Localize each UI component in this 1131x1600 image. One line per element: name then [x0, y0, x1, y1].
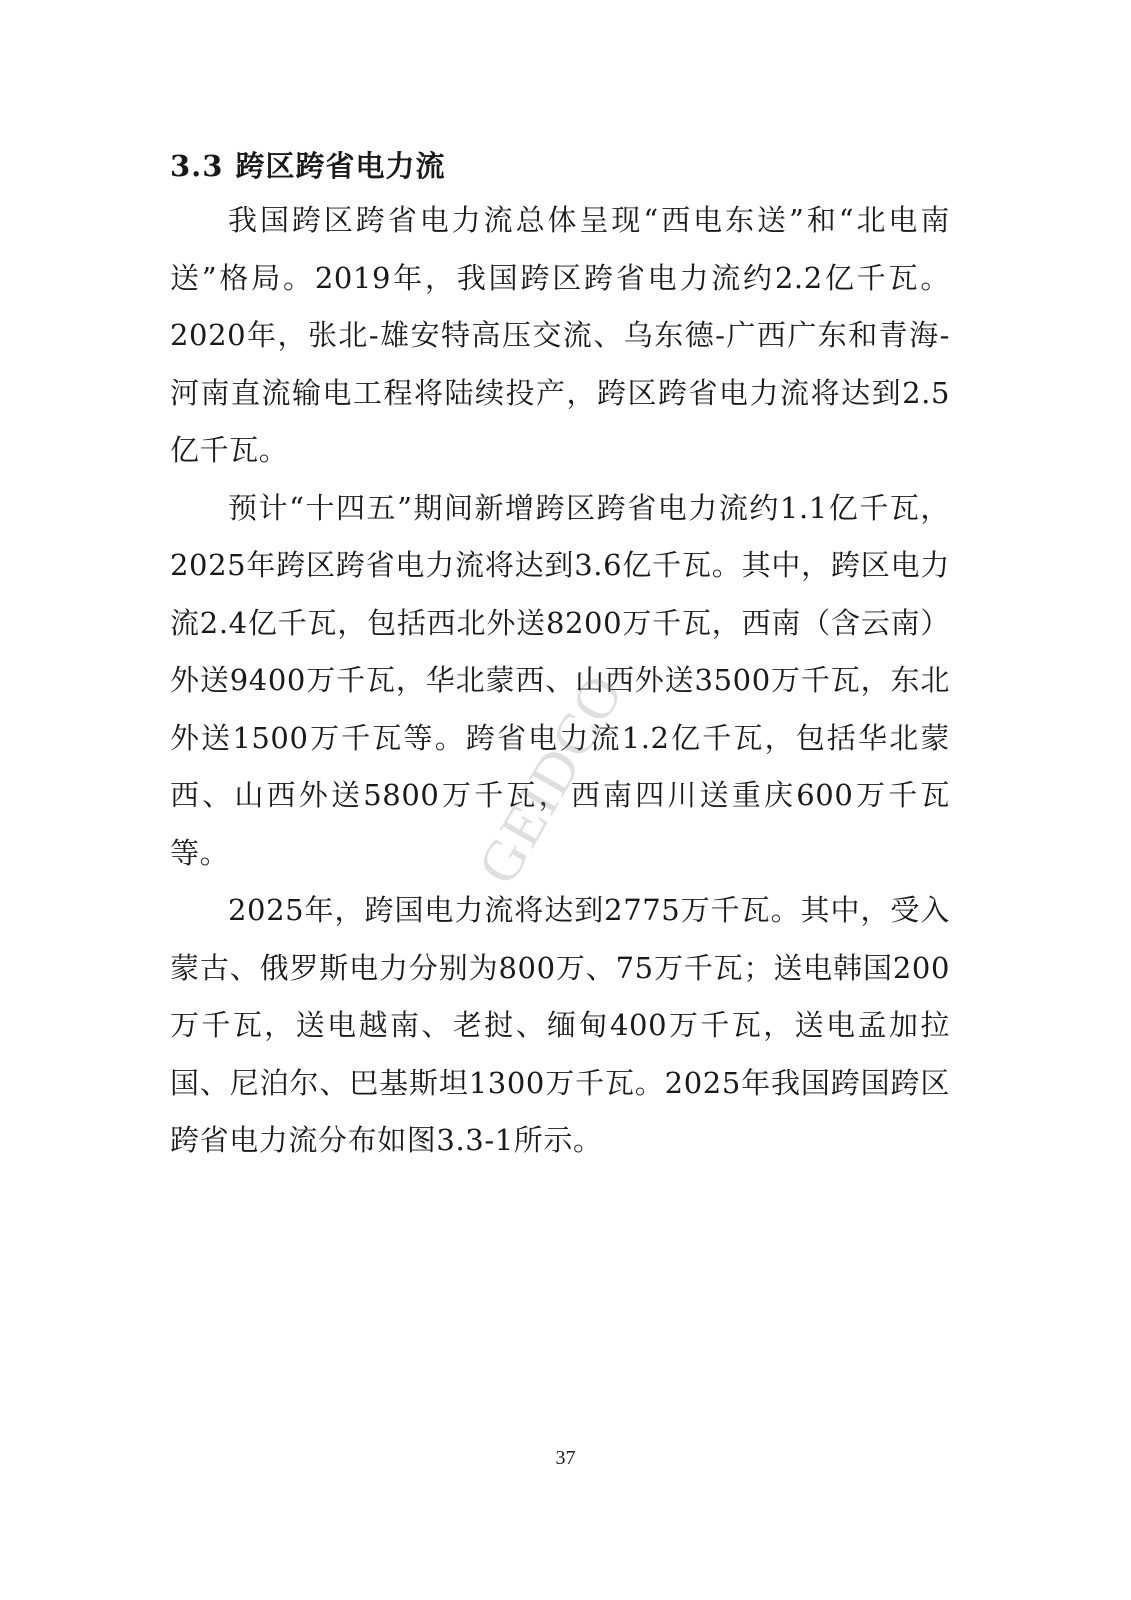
paragraph-3: 2025年，跨国电力流将达到2775万千瓦。其中，受入蒙古、俄罗斯电力分别为800万、75万千瓦；送电韩国200万千瓦，送电越南、老挝、缅甸400万千瓦，送电孟加拉国、尼泊尔、巴基斯坦1300万千瓦。2025年我国跨国跨区跨省电力流分布如图3.3-1所示。 — [170, 893, 950, 1157]
section-number: 3.3 — [170, 149, 224, 183]
watermark: GEIDCO — [464, 662, 637, 895]
section-title: 跨区跨省电力流 — [235, 149, 446, 183]
section-heading — [170, 146, 445, 186]
paragraph-1: 我国跨区跨省电力流总体呈现“西电东送”和“北电南送”格局。2019年，我国跨区跨省电力流约2.2亿千瓦。2020年，张北-雄安特高压交流、乌东德-广西广东和青海-河南直流输电工程将陆续投产，跨区跨省电力流将达到2.5亿千瓦。 — [170, 203, 950, 467]
paragraph-2: 预计“十四五”期间新增跨区跨省电力流约1.1亿千瓦，2025年跨区跨省电力流将达到3.6亿千瓦。其中，跨区电力流2.4亿千瓦，包括西北外送8200万千瓦，西南（含云南）外送9400万千瓦，华北蒙西、山西外送3500万千瓦，东北外送1500万千瓦等。跨省电力流1.2亿千瓦，包括华北蒙西、山西外送5800万千瓦，西南四川送重庆600万千瓦等。 — [170, 490, 950, 870]
body-text — [170, 192, 950, 1170]
page-number: 37 — [555, 1447, 576, 1469]
